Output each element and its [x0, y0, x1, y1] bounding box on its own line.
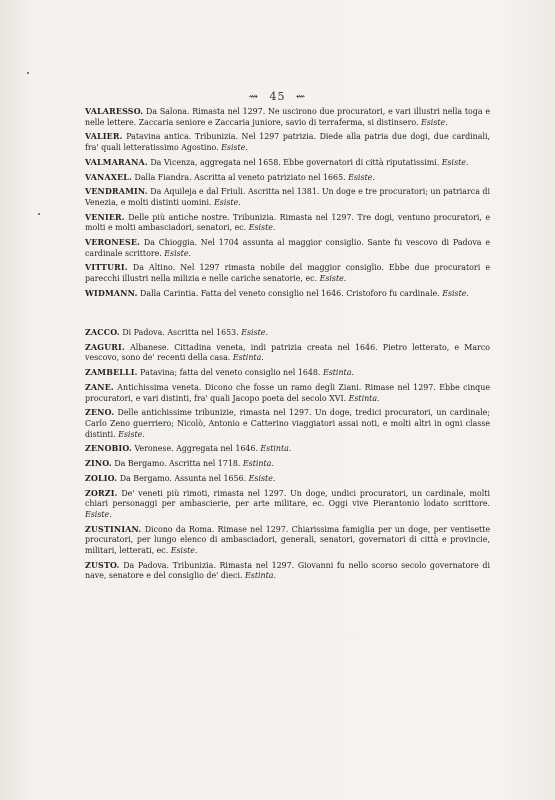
family-entry [85, 525, 490, 557]
family-status: Esiste. [164, 248, 192, 258]
family-name: ZUSTINIAN. [85, 524, 142, 534]
family-status: Estinta. [348, 393, 380, 403]
family-description: Da Altino. Nel 1297 rimasta nobile del maggior consiglio. Ebbe due procuratori e parecchi illustri nella milizia e nelle cariche senatorie, ec. [85, 263, 491, 284]
family-name: VERONESE. [85, 238, 141, 248]
family-description: Da Aquileja e dal Friuli. Ascritta nel 1381. Un doge e tre procuratori; un patriarca di Venezia, e molti distinti uomini. [85, 187, 490, 207]
family-entry [85, 158, 490, 169]
family-entry [85, 289, 490, 300]
family-description: Dalla Fiandra. Ascritta al veneto patriziato nel 1665. [134, 172, 346, 182]
family-status: Esiste. [442, 288, 469, 298]
family-status: Estinta. [322, 368, 354, 378]
family-name: VALARESSO. [85, 107, 144, 116]
family-name: WIDMANN. [85, 288, 138, 298]
family-status: Estinta. [260, 444, 292, 454]
family-name: VANAXEL. [85, 172, 132, 182]
family-description: Da Salona. Rimasta nel 1297. Ne uscirono due procuratori, e vari illustri nella toga e nelle lettere. Zaccaria seniore e Zaccaria juniore, savio di terraferma, si distinsero. [85, 107, 490, 127]
family-status: Esiste. [241, 328, 268, 337]
family-entry [85, 343, 490, 364]
family-name: ZAMBELLI. [85, 368, 138, 378]
family-name: VENDRAMIN. [85, 187, 148, 197]
family-entry [85, 459, 490, 470]
entries-block-v-w [85, 107, 490, 304]
family-status: Esiste. [248, 473, 276, 483]
family-status: Esiste. [118, 429, 145, 439]
family-description: Patavina; fatta del veneto consiglio nel 1648. [140, 368, 321, 378]
family-name: VALMARANA. [85, 157, 148, 167]
family-status: Esiste. [221, 142, 248, 152]
family-entry [85, 173, 490, 184]
family-entry [85, 328, 490, 339]
family-status: Esiste. [248, 223, 276, 233]
family-status: Esiste. [441, 157, 469, 167]
family-status: Esiste. [421, 117, 448, 127]
family-name: ZAGURI. [85, 342, 125, 352]
family-entry [85, 263, 490, 284]
family-name: ZINO. [85, 459, 112, 469]
family-name: VALIER. [85, 132, 123, 142]
family-entry [85, 489, 490, 521]
family-entry [85, 383, 490, 404]
family-name: ZOLIO. [85, 473, 118, 483]
family-description: Da Vicenza, aggregata nel 1658. Ebbe governatori di città riputatissimi. [150, 157, 440, 167]
family-name: ZORZI. [85, 488, 118, 498]
family-name: ZANE. [85, 382, 114, 392]
family-name: ZACCO. [85, 328, 120, 337]
paper-speck [27, 72, 29, 74]
entries-block-z [85, 328, 490, 586]
family-entry [85, 132, 490, 153]
page-header [0, 90, 555, 103]
family-name: ZENOBIO. [85, 444, 132, 454]
family-description: Di Padova. Ascritta nel 1653. [122, 328, 239, 337]
family-entry [85, 561, 490, 582]
family-entry [85, 187, 490, 208]
family-description: Veronese. Aggregata nel 1646. [134, 444, 258, 454]
family-name: ZENO. [85, 408, 115, 418]
family-description: Patavina antica. Tribunizia. Nel 1297 patrizia. Diede alla patria due dogi, due cardinali, fra' quali letteratissimo Agostino. [85, 132, 491, 152]
family-entry [85, 408, 490, 440]
page-number: 45 [269, 90, 286, 103]
family-entry [85, 474, 490, 485]
family-status: Estinta. [242, 459, 274, 469]
ornament-left: ⇝ [248, 90, 259, 103]
family-status: Esiste. [170, 545, 198, 555]
family-status: Estinta. [245, 571, 277, 581]
family-entry [85, 213, 490, 234]
family-description: Da Bergamo. Assunta nel 1656. [119, 473, 247, 483]
family-description: Da Padova. Tribunizia. Rimasta nel 1297. Giovanni fu nello scorso secolo governatore di nave, senatore e del consiglio de' dieci. [85, 560, 490, 581]
family-description: Dalla Carintia. Fatta del veneto consiglio nel 1646. Cristoforo fu cardinale. [140, 288, 440, 298]
family-description: Da Bergamo. Ascritta nel 1718. [114, 459, 241, 469]
family-description: Delle antichissime tribunizie, rimasta nel 1297. Un doge, tredici procuratori, un cardinale; Carlo Zeno guerriero; Nicolò, Antonio e Catterino viaggiatori assai noti, e molti altri in ogni classe distinti. [85, 408, 490, 439]
family-name: ZUSTO. [85, 560, 120, 570]
family-status: Esiste. [85, 509, 112, 519]
family-description: Albanese. Cittadina veneta, indi patrizia creata nel 1646. Pietro letterato, e Marco vescovo, sono de' recenti della casa. [85, 342, 490, 363]
ornament-right: ⇜ [296, 90, 307, 103]
family-name: VENIER. [85, 212, 125, 222]
paper-speck [38, 213, 40, 215]
family-description: Da Chioggia. Nel 1704 assunta al maggior consiglio. Sante fu vescovo di Padova e cardinale scrittore. [85, 238, 490, 258]
family-description: Delle più antiche nostre. Tribunizia. Rimasta nel 1297. Tre dogi, ventuno procuratori, e molti e molti ambasciadori, senatori, ec. [85, 212, 490, 233]
family-description: Dicono da Roma. Rimase nel 1297. Chiarissima famiglia per un doge, per ventisette procuratori, per lungo elenco di ambasciadori, generali, senatori, governatori di città e provincie, militari, letterati, ec. [85, 524, 491, 555]
family-description: De' veneti più rimoti, rimasta nel 1297. Un doge, undici procuratori, un cardinale, molti chiari personaggi per ambascierie, per arte militare, ec. Oggi vive Pierantonio lodato scrittore. [85, 488, 490, 509]
family-status: Esiste. [319, 274, 347, 284]
family-entry [85, 238, 490, 259]
family-status: Esiste. [348, 172, 375, 182]
family-entry [85, 107, 490, 128]
family-status: Esiste. [214, 197, 241, 207]
family-entry [85, 368, 490, 379]
family-name: VITTURI. [85, 263, 128, 273]
family-description: Antichissima veneta. Dicono che fosse un ramo degli Ziani. Rimase nel 1297. Ebbe cinque procuratori, e vari distinti, fra' quali Jacopo poeta del secolo XVI. [85, 382, 490, 403]
family-status: Estinta. [232, 353, 264, 363]
family-entry [85, 444, 490, 455]
